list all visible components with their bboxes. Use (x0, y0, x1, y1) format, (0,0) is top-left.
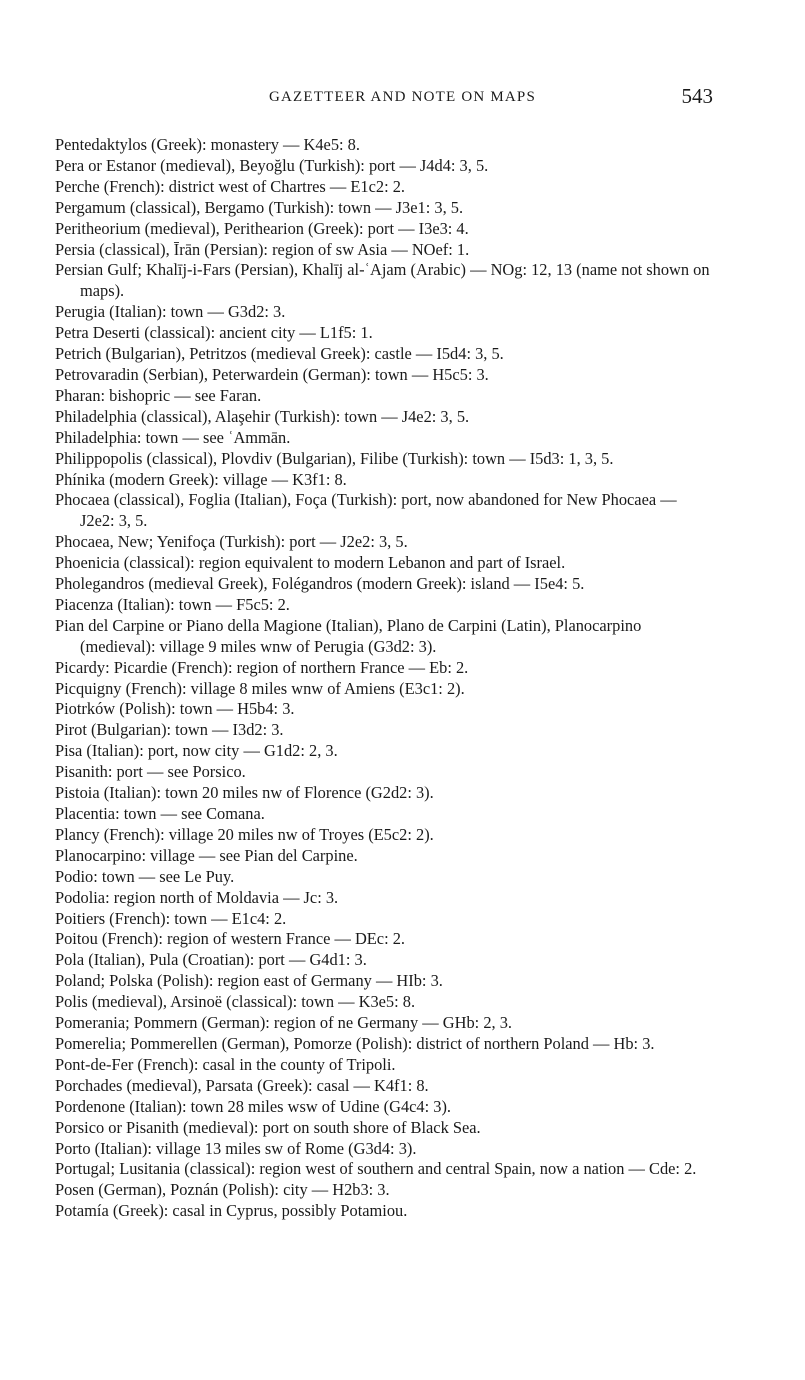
gazetteer-entry: Polis (medieval), Arsinoë (classical): town — K3e5: 8. (55, 992, 416, 1012)
running-head: GAZETTEER AND NOTE ON MAPS (268, 89, 537, 105)
gazetteer-entry: Potamía (Greek): casal in Cyprus, possibly Potamiou. (55, 1201, 408, 1221)
gazetteer-entry: Pomerelia; Pommerellen (German), Pomorze (Polish): district of northern Poland — Hb: 3. (55, 1033, 655, 1053)
gazetteer-entry: Podio: town — see Le Puy. (55, 866, 235, 886)
gazetteer-entry: Poland; Polska (Polish): region east of Germany — HIb: 3. (55, 971, 443, 991)
gazetteer-entry: Porto (Italian): village 13 miles sw of Rome (G3d4: 3). (55, 1138, 417, 1158)
gazetteer-entry: Pordenone (Italian): town 28 miles wsw of Udine (G4c4: 3). (55, 1096, 452, 1116)
gazetteer-entry: Phocaea, New; Yenifoça (Turkish): port — J2e2: 3, 5. (55, 532, 408, 552)
gazetteer-entry: Pisanith: port — see Porsico. (55, 762, 246, 782)
gazetteer-entry: Poitou (French): region of western France — DEc: 2. (55, 929, 406, 949)
gazetteer-entry: Petrich (Bulgarian), Petritzos (medieval Greek): castle — I5d4: 3, 5. (55, 344, 504, 364)
gazetteer-entry: Perugia (Italian): town — G3d2: 3. (55, 302, 286, 322)
gazetteer-entry: Portugal; Lusitania (classical): region west of southern and central Spain, now a nation — Cde: 2. (55, 1159, 697, 1179)
page-number: 543 (681, 84, 713, 108)
gazetteer-entry: Pirot (Bulgarian): town — I3d2: 3. (55, 720, 284, 740)
gazetteer-entry: Perche (French): district west of Chartres — E1c2: 2. (55, 176, 406, 196)
gazetteer-entry: Pian del Carpine or Piano della Magione (Italian), Plano de Carpini (Latin), Planocarpino (medieval): village 9 miles wnw of Perugia (G3d2: 3). (55, 615, 642, 656)
gazetteer-entry: Piotrków (Polish): town — H5b4: 3. (55, 699, 295, 719)
gazetteer-entry: Pholegandros (medieval Greek), Folégandros (modern Greek): island — I5e4: 5. (55, 574, 585, 594)
gazetteer-entry: Placentia: town — see Comana. (55, 804, 265, 823)
gazetteer-entry: Pera or Estanor (medieval), Beyoğlu (Turkish): port — J4d4: 3, 5. (55, 155, 489, 175)
gazetteer-entry: Persian Gulf; Khalīj-i-Fars (Persian), Khalīj al-ʿAjam (Arabic) — NOg: 12, 13 (name not shown on maps). (55, 260, 710, 301)
gazetteer-entry: Persia (classical), Īrān (Persian): region of sw Asia — NOef: 1. (55, 239, 470, 259)
gazetteer-entries (55, 135, 715, 1222)
gazetteer-entry: Pentedaktylos (Greek): monastery — K4e5: 8. (55, 135, 360, 154)
gazetteer-entry: Picquigny (French): village 8 miles wnw of Amiens (E3c1: 2). (55, 678, 465, 698)
gazetteer-entry: Petrovaradin (Serbian), Peterwardein (German): town — H5c5: 3. (55, 364, 489, 384)
gazetteer-entry: Porsico or Pisanith (medieval): port on south shore of Black Sea. (55, 1117, 481, 1137)
gazetteer-entry: Phocaea (classical), Foglia (Italian), Foça (Turkish): port, now abandoned for New Phocaea — J2e2: 3, 5. (55, 490, 677, 531)
gazetteer-entry: Pistoia (Italian): town 20 miles nw of Florence (G2d2: 3). (55, 783, 434, 803)
gazetteer-entry: Poitiers (French): town — E1c4: 2. (55, 908, 287, 928)
gazetteer-entry: Pisa (Italian): port, now city — G1d2: 2, 3. (55, 741, 338, 761)
gazetteer-entry: Picardy: Picardie (French): region of northern France — Eb: 2. (55, 657, 469, 677)
gazetteer-entry: Pergamum (classical), Bergamo (Turkish): town — J3e1: 3, 5. (55, 197, 464, 217)
gazetteer-entry: Pomerania; Pommern (German): region of ne Germany — GHb: 2, 3. (55, 1013, 513, 1033)
gazetteer-entry: Philadelphia: town — see ʿAmmān. (55, 427, 291, 447)
gazetteer-entry: Podolia: region north of Moldavia — Jc: 3. (55, 887, 339, 907)
page-header (0, 84, 805, 114)
gazetteer-entry: Plancy (French): village 20 miles nw of Troyes (E5c2: 2). (55, 824, 434, 844)
gazetteer-entry: Philadelphia (classical), Alaşehir (Turkish): town — J4e2: 3, 5. (55, 406, 470, 426)
gazetteer-entry: Pola (Italian), Pula (Croatian): port — G4d1: 3. (55, 950, 367, 970)
gazetteer-entry: Philippopolis (classical), Plovdiv (Bulgarian), Filibe (Turkish): town — I5d3: 1, 3, 5. (55, 448, 614, 468)
gazetteer-entry: Pont-de-Fer (French): casal in the county of Tripoli. (55, 1054, 396, 1074)
gazetteer-entry: Porchades (medieval), Parsata (Greek): casal — K4f1: 8. (55, 1075, 429, 1095)
gazetteer-entry: Peritheorium (medieval), Perithearion (Greek): port — I3e3: 4. (55, 218, 469, 238)
gazetteer-entry: Piacenza (Italian): town — F5c5: 2. (55, 594, 290, 614)
gazetteer-entry: Planocarpino: village — see Pian del Carpine. (55, 845, 358, 865)
gazetteer-entry: Posen (German), Poznán (Polish): city — H2b3: 3. (55, 1180, 390, 1200)
gazetteer-entry: Petra Deserti (classical): ancient city — L1f5: 1. (55, 323, 373, 343)
gazetteer-entry: Pharan: bishopric — see Faran. (55, 385, 262, 405)
gazetteer-entry: Phoenicia (classical): region equivalent to modern Lebanon and part of Israel. (55, 553, 566, 573)
gazetteer-entry: Phínika (modern Greek): village — K3f1: 8. (55, 469, 347, 489)
